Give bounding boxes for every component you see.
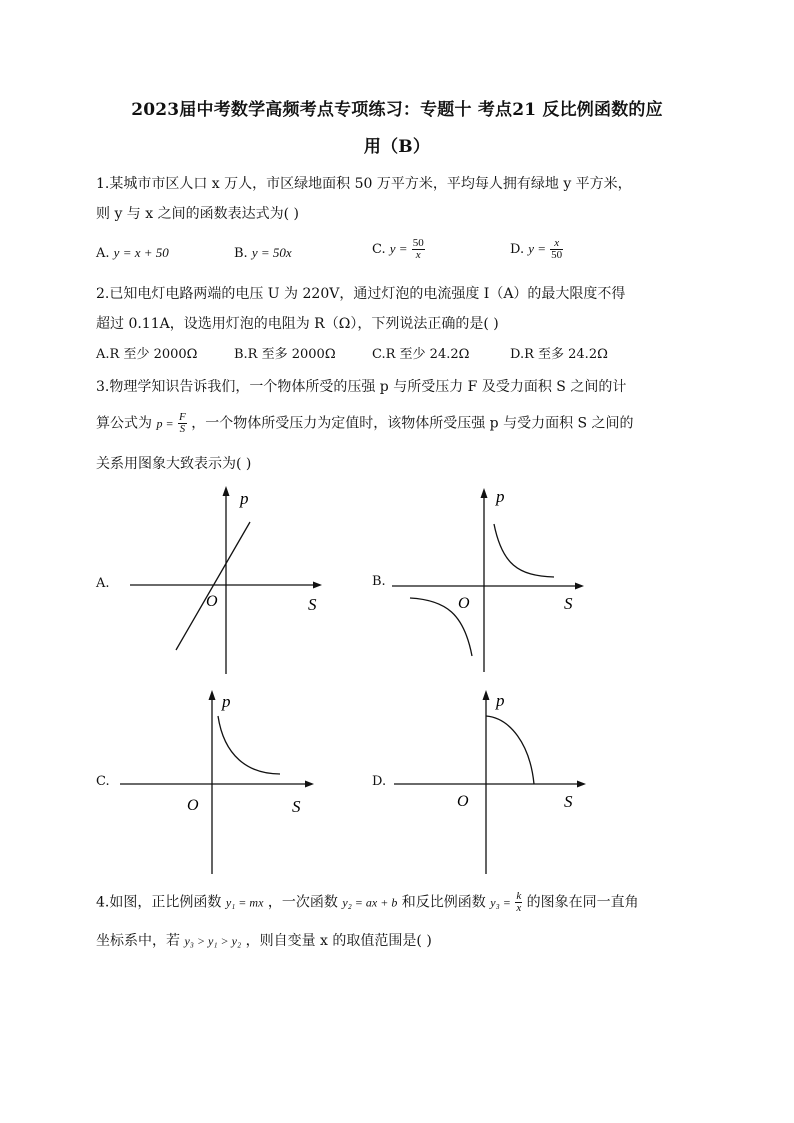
q4-y3-lhs: y₃ =: [490, 895, 511, 910]
q1-option-b-label: B.: [234, 246, 248, 261]
graph-c-x-label: S: [292, 797, 301, 816]
q2-text-line2: 超过 0.11A，设选用灯泡的电阻为 R（Ω），下列说法正确的是( ): [96, 316, 499, 332]
graph-a-label: A.: [96, 576, 110, 591]
graph-b-origin-label: O: [458, 595, 470, 612]
document-title-line2: 用（B）: [363, 137, 431, 157]
graph-d-x-label: S: [564, 792, 573, 811]
q1-option-a-expr: y = x + 50: [113, 245, 169, 260]
q2-option-c: C.R 至少 24.2Ω: [372, 347, 470, 362]
q4-text-line2: [96, 932, 432, 950]
q1-option-b: [234, 244, 292, 263]
graph-c-curve: [218, 716, 280, 774]
q3-formula-lhs: p =: [156, 416, 174, 431]
q4-text-line2-post: ，则自变量 x 的取值范围是( ): [245, 933, 432, 949]
q4-text-mid2: 和反比例函数: [401, 894, 486, 911]
graph-b-x-label: S: [564, 594, 573, 613]
graph-c-origin-label: O: [187, 797, 199, 814]
q1-option-d-numerator: x: [550, 238, 563, 250]
q4-y2-expr: y₂ = ax + b: [342, 895, 398, 910]
graph-d-x-arrow-icon: [577, 781, 586, 788]
q1-option-d-fraction: [550, 238, 563, 261]
graph-a-origin-label: O: [206, 593, 218, 610]
q3-formula-denominator: S: [179, 423, 186, 435]
graph-c-y-label: p: [222, 692, 231, 711]
graph-a-y-arrow-icon: [223, 486, 230, 496]
q1-option-d-lhs: y =: [528, 241, 547, 256]
graph-b-y-label: p: [496, 487, 505, 506]
graph-c-x-arrow-icon: [305, 781, 314, 788]
graph-a-x-arrow-icon: [313, 582, 322, 589]
q1-option-b-expr: y = 50x: [251, 245, 292, 260]
q4-y1-expr: y₁ = mx: [225, 895, 264, 910]
q1-option-c: [372, 238, 425, 261]
graph-a-line: [176, 522, 250, 650]
q3-text-line3: 关系用图象大致表示为( ): [96, 456, 252, 472]
document-title-line1: 2023届中考数学高频考点专项练习：专题十 考点21 反比例函数的应: [131, 100, 663, 120]
q3-text-line2-pre: 算公式为: [96, 415, 152, 432]
q3-text-line2-post: ，一个物体所受压力为定值时，该物体所受压强 p 与受力面积 S 之间的: [191, 415, 634, 432]
graph-d-origin-label: O: [457, 793, 469, 810]
q3-text-line1: 3.物理学知识告诉我们，一个物体所受的压强 p 与所受压力 F 及受力面积 S 之间的计: [96, 379, 627, 395]
graph-b-y-arrow-icon: [481, 488, 488, 498]
graph-a-x-label: S: [308, 595, 317, 614]
q1-option-d-label: D.: [510, 242, 525, 257]
q1-option-c-lhs: y =: [389, 241, 408, 256]
graph-a-y-label: p: [240, 489, 249, 508]
graph-b: [392, 484, 592, 674]
q2-text-line1: 2.已知电灯电路两端的电压 U 为 220V，通过灯泡的电流强度 I（A）的最大限度不得: [96, 286, 626, 302]
q4-text-line2-pre: 坐标系中，若: [96, 933, 180, 949]
graph-b-label: B.: [372, 574, 386, 589]
graph-d: [394, 686, 594, 876]
q1-option-c-fraction: [412, 238, 425, 261]
graph-a: [130, 480, 330, 675]
q1-option-c-label: C.: [372, 242, 386, 257]
graph-d-label: D.: [372, 774, 387, 789]
q4-text-line1: [96, 891, 639, 914]
q4-y3-denominator: x: [516, 902, 522, 914]
q1-option-c-numerator: 50: [412, 237, 424, 249]
q1-option-a-label: A.: [96, 246, 110, 261]
q2-option-b: B.R 至多 2000Ω: [234, 347, 336, 362]
q1-option-a: [96, 244, 169, 263]
q4-y3-fraction: [515, 891, 522, 914]
graph-d-y-label: p: [496, 691, 505, 710]
graph-c-label: C.: [96, 774, 110, 789]
q4-text-pre: 4.如图，正比例函数: [96, 894, 222, 911]
q2-option-a: A.R 至少 2000Ω: [96, 347, 198, 362]
graph-d-y-arrow-icon: [483, 690, 490, 700]
q1-text-line2: 则 y 与 x 之间的函数表达式为( ): [96, 206, 299, 222]
q4-text-post: 的图象在同一直角: [526, 894, 639, 911]
q1-option-c-denominator: x: [415, 249, 421, 261]
graph-c-y-arrow-icon: [209, 690, 216, 700]
q3-formula-numerator: F: [179, 411, 186, 423]
q2-option-d: D.R 至多 24.2Ω: [510, 347, 608, 362]
q1-text-line1: 1.某城市市区人口 x 万人，市区绿地面积 50 万平方米，平均每人拥有绿地 y 平方米，: [96, 176, 632, 192]
q1-option-d: [510, 238, 563, 261]
q3-text-line2: [96, 412, 634, 435]
q3-formula-fraction: [178, 412, 187, 435]
graph-b-x-arrow-icon: [575, 583, 584, 590]
q1-option-d-denominator: 50: [551, 249, 563, 261]
graph-d-curve: [486, 716, 534, 784]
q4-condition-expr: y₃ > y₁ > y₂: [184, 934, 242, 948]
q4-y3-numerator: k: [516, 890, 522, 902]
graph-c: [120, 686, 320, 876]
q4-text-mid1: ，一次函数: [267, 894, 338, 911]
graph-b-curve-q1: [494, 524, 554, 577]
